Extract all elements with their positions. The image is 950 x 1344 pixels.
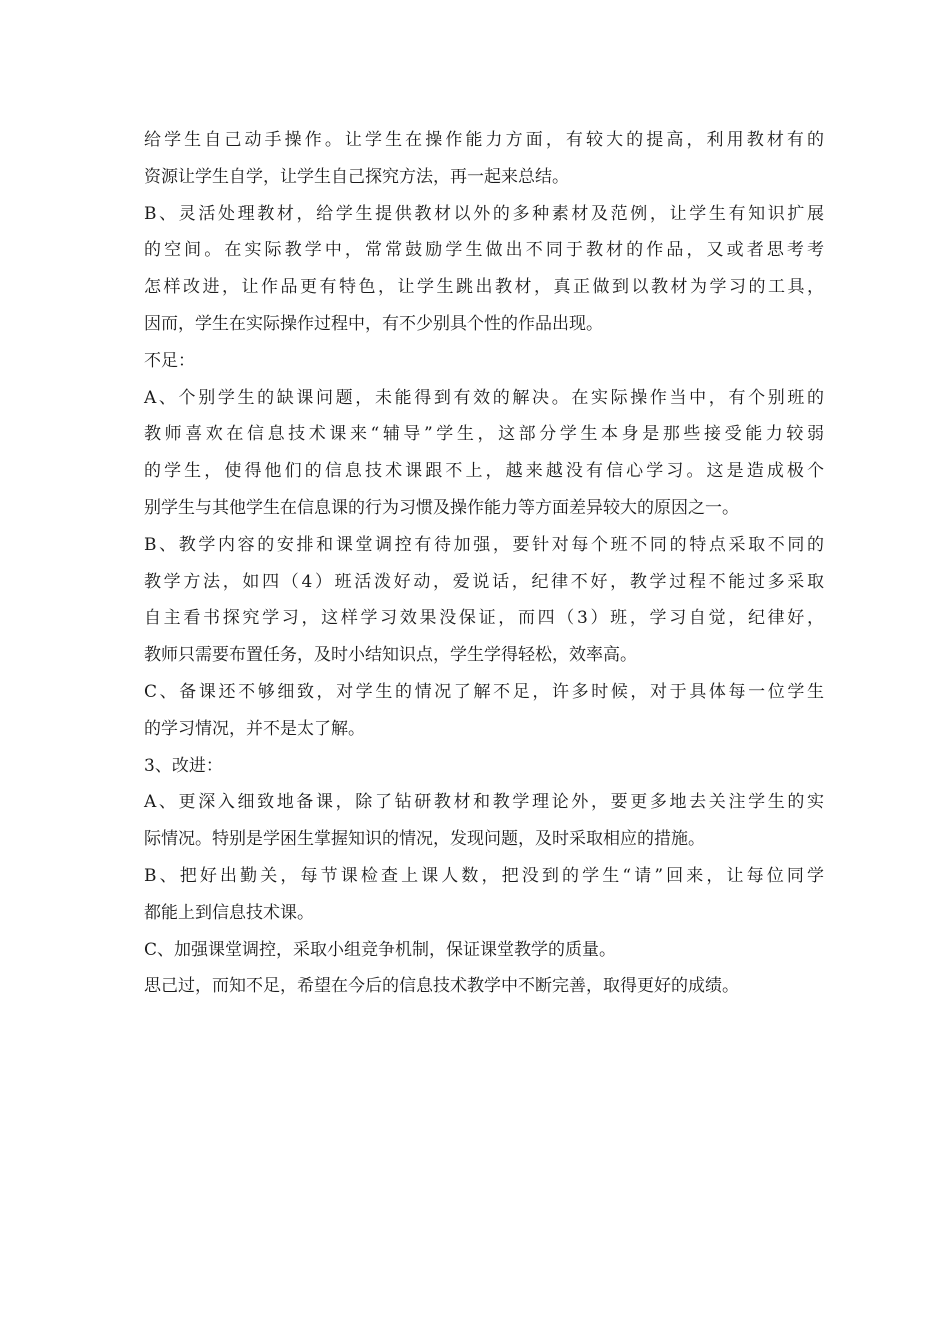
document-body [144, 122, 824, 1005]
text-line: 的学生，使得他们的信息技术课跟不上，越来越没有信心学习。这是造成极个 [144, 461, 824, 482]
text-line: 3、改进： [144, 755, 223, 776]
text-line: 别学生与其他学生在信息课的行为习惯及操作能力等方面差异较大的原因之一。 [144, 497, 739, 518]
text-line: 都能上到信息技术课。 [144, 902, 314, 923]
text-line: 的空间。在实际教学中，常常鼓励学生做出不同于教材的作品，又或者思考考 [144, 240, 824, 261]
text-line: C、备课还不够细致，对学生的情况了解不足，许多时候，对于具体每一位学生 [144, 681, 824, 702]
text-line: A、个别学生的缺课问题，未能得到有效的解决。在实际操作当中，有个别班的 [144, 387, 824, 408]
text-line: A、更深入细致地备课，除了钻研教材和教学理论外，要更多地去关注学生的实 [144, 792, 824, 813]
text-line: 际情况。特别是学困生掌握知识的情况，发现问题，及时采取相应的措施。 [144, 829, 705, 850]
text-line: 教学方法，如四（4）班活泼好动，爱说话，纪律不好，教学过程不能过多采取 [144, 571, 824, 592]
text-line: B、灵活处理教材，给学生提供教材以外的多种素材及范例，让学生有知识扩展 [144, 203, 824, 224]
text-line: 的学习情况，并不是太了解。 [144, 718, 365, 739]
text-line: 教师只需要布置任务，及时小结知识点，学生学得轻松，效率高。 [144, 645, 637, 666]
text-line: B、把好出勤关，每节课检查上课人数，把没到的学生“请”回来，让每位同学 [144, 865, 824, 886]
text-line: C、加强课堂调控，采取小组竞争机制，保证课堂教学的质量。 [144, 939, 617, 960]
text-line: 自主看书探究学习，这样学习效果没保证，而四（3）班，学习自觉，纪律好， [144, 608, 824, 629]
text-line: 教师喜欢在信息技术课来“辅导”学生，这部分学生本身是那些接受能力较弱 [144, 424, 824, 445]
text-line: 给学生自己动手操作。让学生在操作能力方面，有较大的提高，利用教材有的 [144, 130, 824, 150]
text-line: 怎样改进，让作品更有特色，让学生跳出教材，真正做到以教材为学习的工具， [144, 277, 824, 298]
text-line: B、教学内容的安排和课堂调控有待加强，要针对每个班不同的特点采取不同的 [144, 534, 824, 555]
text-line: 思己过，而知不足，希望在今后的信息技术教学中不断完善，取得更好的成绩。 [144, 976, 739, 997]
text-line: 资源让学生自学，让学生自己探究方法，再一起来总结。 [144, 166, 569, 187]
text-line: 因而，学生在实际操作过程中，有不少别具个性的作品出现。 [144, 313, 603, 334]
text-line: 不足： [144, 350, 195, 371]
